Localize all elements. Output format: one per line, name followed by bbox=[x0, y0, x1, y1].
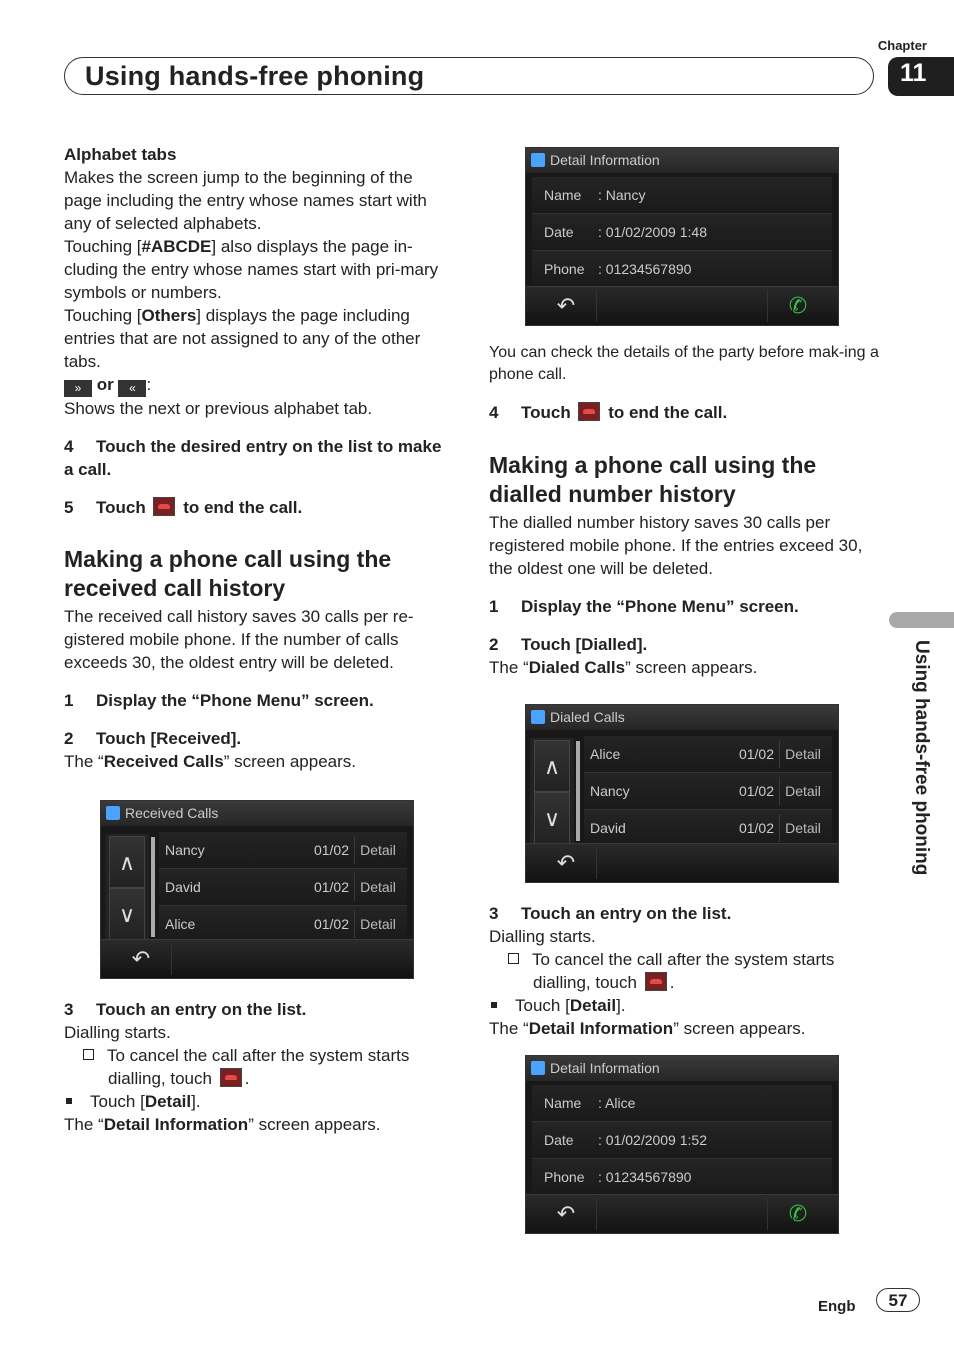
scroll-column bbox=[530, 738, 574, 844]
received-step-2-result: The “Received Calls” screen appears. bbox=[64, 752, 356, 771]
back-icon[interactable]: ↶ bbox=[111, 943, 172, 975]
screen-title-bar: Detail Information bbox=[526, 148, 838, 173]
received-detail-result: The “Detail Information” screen appears. bbox=[64, 1115, 381, 1134]
back-icon[interactable]: ↶ bbox=[536, 847, 597, 879]
scroll-down-icon[interactable]: ∨ bbox=[109, 888, 145, 940]
phone-logo-icon bbox=[531, 1061, 545, 1075]
alphabet-tabs-heading: Alphabet tabs bbox=[64, 145, 177, 164]
phone-row: Phone : 01234567890 bbox=[532, 251, 832, 288]
page-number: 57 bbox=[876, 1288, 920, 1312]
call-icon[interactable]: ✆ bbox=[767, 1198, 828, 1230]
screen-footer bbox=[101, 939, 413, 978]
step-5: 5 Touch to end the call. bbox=[64, 498, 303, 517]
list-item[interactable]: David 01/02 Detail bbox=[159, 869, 407, 906]
bullet-icon bbox=[491, 1002, 497, 1008]
scrollbar[interactable] bbox=[576, 741, 580, 841]
detail-button[interactable]: Detail bbox=[354, 910, 401, 938]
dialled-cancel-note: To cancel the call after the system starts dialling, touch . bbox=[489, 948, 881, 994]
scroll-down-icon[interactable]: ∨ bbox=[534, 792, 570, 844]
dialed-calls-screen bbox=[525, 704, 839, 883]
side-tab-bar bbox=[889, 612, 954, 628]
dialled-step-1: 1 Display the “Phone Menu” screen. bbox=[489, 597, 799, 616]
right-step-4: 4 Touch to end the call. bbox=[489, 403, 728, 422]
chapter-number: 11 bbox=[888, 57, 954, 96]
right-column-lower bbox=[489, 902, 881, 1040]
next-arrow-icon: » bbox=[64, 380, 92, 397]
list-item[interactable]: Alice 01/02 Detail bbox=[584, 736, 832, 773]
dialled-step-2: 2 Touch [Dialled]. bbox=[489, 635, 648, 654]
received-step-3: 3 Touch an entry on the list. bbox=[64, 1000, 307, 1019]
received-desc: The received call history saves 30 calls per re-gistered mobile phone. If the number of calls exceeds 30, the oldest entry will be deleted. bbox=[64, 607, 414, 672]
detail-button[interactable]: Detail bbox=[779, 777, 826, 805]
screen-footer bbox=[526, 286, 838, 325]
received-detail-bullet: Touch [Detail]. bbox=[64, 1090, 454, 1113]
dialled-step-3-result: Dialling starts. bbox=[489, 927, 596, 946]
screen-title-bar: Detail Information bbox=[526, 1056, 838, 1081]
received-step-2: 2 Touch [Received]. bbox=[64, 729, 242, 748]
dialled-desc: The dialled number history saves 30 calls per registered mobile phone. If the entries exceed 30, the oldest one will be deleted. bbox=[489, 513, 863, 578]
abcde-text: Touching [#ABCDE] also displays the page in-cluding the entry whose names start with pri-mary symbols or numbers. bbox=[64, 237, 439, 302]
list-item[interactable]: Nancy 01/02 Detail bbox=[159, 832, 407, 869]
screen-title-bar: Received Calls bbox=[101, 801, 413, 826]
detail-info-screen-1 bbox=[525, 147, 839, 326]
detail-button[interactable]: Detail bbox=[354, 836, 401, 864]
left-column-lower bbox=[64, 998, 454, 1136]
dialled-detail-bullet: Touch [Detail]. bbox=[489, 994, 881, 1017]
detail-button[interactable]: Detail bbox=[779, 814, 826, 842]
received-cancel-note: To cancel the call after the system starts dialling, touch . bbox=[64, 1044, 454, 1090]
side-tab-label: Using hands-free phoning bbox=[911, 640, 932, 876]
end-call-icon bbox=[645, 972, 667, 991]
dialled-heading: Making a phone call using the dialled number history bbox=[489, 452, 817, 507]
dialled-detail-result: The “Detail Information” screen appears. bbox=[489, 1019, 806, 1038]
page-title: Using hands-free phoning bbox=[85, 61, 425, 91]
section-title-box bbox=[64, 57, 874, 95]
screen-footer bbox=[526, 1194, 838, 1233]
screen-title-bar: Dialed Calls bbox=[526, 705, 838, 730]
right-column bbox=[489, 342, 881, 679]
phone-logo-icon bbox=[106, 806, 120, 820]
others-text: Touching [Others] displays the page including entries that are not assigned to any of the other tabs. bbox=[64, 306, 421, 371]
back-icon[interactable]: ↶ bbox=[536, 290, 597, 322]
phone-row: Phone : 01234567890 bbox=[532, 1159, 832, 1196]
received-calls-screen bbox=[100, 800, 414, 979]
check-details-text: You can check the details of the party before mak-ing a phone call. bbox=[489, 344, 879, 383]
list-item[interactable]: David 01/02 Detail bbox=[584, 810, 832, 847]
end-call-icon bbox=[220, 1068, 242, 1087]
list-item[interactable]: Nancy 01/02 Detail bbox=[584, 773, 832, 810]
phone-logo-icon bbox=[531, 710, 545, 724]
note-checkbox-icon bbox=[508, 953, 519, 964]
arrow-tabs-desc: Shows the next or previous alphabet tab. bbox=[64, 399, 373, 418]
step-4: 4 Touch the desired entry on the list to make a call. bbox=[64, 437, 442, 479]
detail-button[interactable]: Detail bbox=[779, 740, 826, 768]
end-call-icon bbox=[153, 497, 175, 516]
arrow-tabs-line: » or « : bbox=[64, 373, 454, 397]
phone-logo-icon bbox=[531, 153, 545, 167]
dialled-step-2-result: The “Dialed Calls” screen appears. bbox=[489, 658, 758, 677]
name-row: Name : Alice bbox=[532, 1085, 832, 1122]
scroll-column bbox=[105, 834, 149, 940]
detail-info-screen-2 bbox=[525, 1055, 839, 1234]
alphabet-tabs-text: Makes the screen jump to the beginning of the page including the entry whose names start with any of selected alphabets. bbox=[64, 168, 427, 233]
dialled-step-3: 3 Touch an entry on the list. bbox=[489, 904, 732, 923]
left-column bbox=[64, 143, 454, 773]
back-icon[interactable]: ↶ bbox=[536, 1198, 597, 1230]
received-step-1: 1 Display the “Phone Menu” screen. bbox=[64, 691, 374, 710]
date-row: Date : 01/02/2009 1:48 bbox=[532, 214, 832, 251]
received-heading: Making a phone call using the received call history bbox=[64, 546, 392, 601]
end-call-icon bbox=[578, 402, 600, 421]
list-item[interactable]: Alice 01/02 Detail bbox=[159, 906, 407, 943]
scrollbar[interactable] bbox=[151, 837, 155, 937]
chapter-label: Chapter bbox=[877, 38, 927, 53]
prev-arrow-icon: « bbox=[118, 380, 146, 397]
note-checkbox-icon bbox=[83, 1049, 94, 1060]
detail-button[interactable]: Detail bbox=[354, 873, 401, 901]
scroll-up-icon[interactable]: ∧ bbox=[109, 836, 145, 888]
scroll-up-icon[interactable]: ∧ bbox=[534, 740, 570, 792]
date-row: Date : 01/02/2009 1:52 bbox=[532, 1122, 832, 1159]
name-row: Name : Nancy bbox=[532, 177, 832, 214]
call-icon[interactable]: ✆ bbox=[767, 290, 828, 322]
bullet-icon bbox=[66, 1098, 72, 1104]
screen-footer bbox=[526, 843, 838, 882]
language-code: Engb bbox=[818, 1298, 856, 1315]
received-step-3-result: Dialling starts. bbox=[64, 1023, 171, 1042]
